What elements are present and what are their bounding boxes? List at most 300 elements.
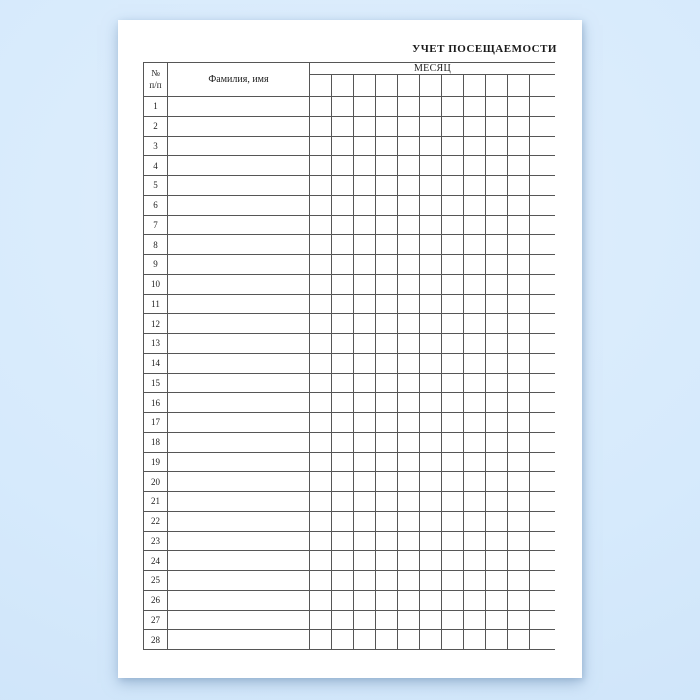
day-cell	[486, 156, 508, 176]
table-row	[144, 472, 556, 492]
day-cell	[354, 432, 376, 452]
day-cell	[354, 492, 376, 512]
name-cell	[168, 176, 310, 196]
name-cell	[168, 373, 310, 393]
day-cell	[420, 353, 442, 373]
day-cell	[486, 590, 508, 610]
day-cell	[310, 116, 332, 136]
day-subheader-cell	[332, 75, 354, 97]
day-cell	[376, 413, 398, 433]
name-cell	[168, 334, 310, 354]
day-cell	[442, 571, 464, 591]
day-cell	[530, 334, 556, 354]
day-cell	[420, 334, 442, 354]
name-cell	[168, 97, 310, 117]
day-cell	[398, 215, 420, 235]
day-cell	[376, 334, 398, 354]
table-row	[144, 195, 556, 215]
attendance-table	[143, 62, 555, 650]
day-cell	[530, 156, 556, 176]
day-cell	[486, 334, 508, 354]
day-cell	[464, 472, 486, 492]
day-cell	[398, 610, 420, 630]
day-cell	[464, 116, 486, 136]
day-cell	[398, 511, 420, 531]
day-cell	[464, 551, 486, 571]
day-cell	[376, 353, 398, 373]
day-cell	[398, 314, 420, 334]
day-cell	[508, 630, 530, 650]
day-cell	[464, 630, 486, 650]
day-cell	[420, 176, 442, 196]
day-cell	[332, 472, 354, 492]
day-cell	[530, 274, 556, 294]
day-cell	[508, 590, 530, 610]
row-number: 10	[144, 274, 168, 294]
day-cell	[508, 294, 530, 314]
day-cell	[464, 531, 486, 551]
day-cell	[376, 590, 398, 610]
table-row	[144, 413, 556, 433]
day-cell	[398, 413, 420, 433]
table-row	[144, 452, 556, 472]
day-cell	[420, 393, 442, 413]
name-cell	[168, 156, 310, 176]
day-cell	[530, 610, 556, 630]
day-cell	[332, 511, 354, 531]
row-number: 15	[144, 373, 168, 393]
day-cell	[420, 215, 442, 235]
day-cell	[464, 432, 486, 452]
day-cell	[332, 116, 354, 136]
day-cell	[442, 630, 464, 650]
day-cell	[420, 294, 442, 314]
day-cell	[442, 255, 464, 275]
row-number: 17	[144, 413, 168, 433]
day-cell	[442, 215, 464, 235]
day-subheader-cell	[376, 75, 398, 97]
day-cell	[508, 511, 530, 531]
day-cell	[398, 235, 420, 255]
day-cell	[486, 195, 508, 215]
day-cell	[376, 571, 398, 591]
day-cell	[332, 393, 354, 413]
day-cell	[376, 156, 398, 176]
day-cell	[508, 97, 530, 117]
table-header-row	[144, 63, 556, 75]
day-cell	[508, 195, 530, 215]
day-cell	[442, 97, 464, 117]
day-cell	[420, 235, 442, 255]
name-cell	[168, 413, 310, 433]
day-cell	[376, 176, 398, 196]
day-cell	[354, 97, 376, 117]
day-subheader-cell	[442, 75, 464, 97]
day-cell	[508, 176, 530, 196]
day-cell	[398, 156, 420, 176]
name-cell	[168, 294, 310, 314]
day-cell	[376, 235, 398, 255]
day-cell	[354, 255, 376, 275]
day-cell	[530, 373, 556, 393]
name-cell	[168, 215, 310, 235]
name-cell	[168, 472, 310, 492]
day-cell	[442, 274, 464, 294]
day-cell	[486, 432, 508, 452]
day-cell	[442, 413, 464, 433]
day-cell	[332, 176, 354, 196]
table-row	[144, 176, 556, 196]
day-cell	[420, 492, 442, 512]
day-cell	[486, 610, 508, 630]
day-cell	[530, 472, 556, 492]
day-cell	[486, 551, 508, 571]
table-row	[144, 136, 556, 156]
day-cell	[398, 294, 420, 314]
row-number: 3	[144, 136, 168, 156]
row-number: 2	[144, 116, 168, 136]
day-subheader-cell	[486, 75, 508, 97]
day-cell	[464, 235, 486, 255]
table-row	[144, 590, 556, 610]
day-cell	[420, 314, 442, 334]
day-cell	[464, 274, 486, 294]
day-cell	[398, 255, 420, 275]
day-cell	[332, 432, 354, 452]
day-cell	[310, 314, 332, 334]
day-cell	[530, 215, 556, 235]
row-number: 26	[144, 590, 168, 610]
day-cell	[376, 314, 398, 334]
day-cell	[310, 156, 332, 176]
day-cell	[420, 116, 442, 136]
table-row	[144, 610, 556, 630]
day-cell	[486, 571, 508, 591]
day-cell	[420, 551, 442, 571]
table-row	[144, 116, 556, 136]
table-row	[144, 255, 556, 275]
day-cell	[354, 531, 376, 551]
day-cell	[332, 334, 354, 354]
day-cell	[332, 551, 354, 571]
day-cell	[310, 531, 332, 551]
day-cell	[508, 432, 530, 452]
day-subheader-cell	[310, 75, 332, 97]
day-cell	[530, 393, 556, 413]
col-header-month: МЕСЯЦ	[310, 63, 556, 75]
day-cell	[310, 511, 332, 531]
day-cell	[486, 215, 508, 235]
day-cell	[332, 571, 354, 591]
day-cell	[486, 136, 508, 156]
day-cell	[376, 97, 398, 117]
day-cell	[398, 492, 420, 512]
row-number: 8	[144, 235, 168, 255]
day-cell	[530, 294, 556, 314]
day-cell	[442, 294, 464, 314]
table-row	[144, 235, 556, 255]
day-cell	[310, 215, 332, 235]
day-cell	[310, 630, 332, 650]
table-row	[144, 531, 556, 551]
day-cell	[530, 571, 556, 591]
day-cell	[310, 610, 332, 630]
day-cell	[332, 590, 354, 610]
day-cell	[464, 492, 486, 512]
day-cell	[310, 136, 332, 156]
day-cell	[464, 314, 486, 334]
day-cell	[508, 373, 530, 393]
name-cell	[168, 393, 310, 413]
day-cell	[486, 274, 508, 294]
day-cell	[486, 373, 508, 393]
day-cell	[508, 314, 530, 334]
day-cell	[332, 235, 354, 255]
day-cell	[420, 255, 442, 275]
day-cell	[332, 492, 354, 512]
day-cell	[464, 353, 486, 373]
row-number: 5	[144, 176, 168, 196]
day-cell	[376, 215, 398, 235]
day-subheader-cell	[508, 75, 530, 97]
day-cell	[442, 116, 464, 136]
day-cell	[442, 551, 464, 571]
page-title: УЧЕТ ПОСЕЩАЕМОСТИ	[412, 43, 557, 55]
day-cell	[508, 156, 530, 176]
table-row	[144, 551, 556, 571]
day-cell	[464, 156, 486, 176]
day-cell	[486, 393, 508, 413]
table-row	[144, 334, 556, 354]
day-cell	[354, 472, 376, 492]
table-row	[144, 630, 556, 650]
day-cell	[398, 531, 420, 551]
day-cell	[332, 195, 354, 215]
day-cell	[530, 195, 556, 215]
day-cell	[530, 452, 556, 472]
day-cell	[530, 353, 556, 373]
day-cell	[332, 97, 354, 117]
day-cell	[420, 373, 442, 393]
day-cell	[486, 176, 508, 196]
table-row	[144, 274, 556, 294]
day-cell	[442, 610, 464, 630]
row-number: 28	[144, 630, 168, 650]
day-cell	[332, 294, 354, 314]
name-cell	[168, 511, 310, 531]
day-cell	[354, 314, 376, 334]
day-cell	[420, 630, 442, 650]
day-cell	[332, 373, 354, 393]
day-cell	[442, 156, 464, 176]
day-subheader-cell	[354, 75, 376, 97]
day-cell	[310, 97, 332, 117]
day-cell	[376, 116, 398, 136]
day-cell	[508, 334, 530, 354]
day-cell	[376, 373, 398, 393]
day-cell	[486, 255, 508, 275]
day-cell	[530, 97, 556, 117]
day-cell	[530, 255, 556, 275]
day-cell	[354, 413, 376, 433]
day-cell	[354, 116, 376, 136]
name-cell	[168, 531, 310, 551]
day-cell	[508, 393, 530, 413]
col-header-name: Фамилия, имя	[168, 63, 310, 97]
table-row	[144, 432, 556, 452]
day-cell	[332, 630, 354, 650]
row-number: 22	[144, 511, 168, 531]
day-cell	[376, 393, 398, 413]
day-cell	[530, 235, 556, 255]
day-cell	[354, 571, 376, 591]
day-cell	[530, 630, 556, 650]
day-cell	[310, 353, 332, 373]
day-cell	[376, 255, 398, 275]
day-cell	[464, 610, 486, 630]
day-cell	[486, 630, 508, 650]
day-cell	[376, 610, 398, 630]
day-cell	[310, 571, 332, 591]
table-row	[144, 492, 556, 512]
day-cell	[354, 373, 376, 393]
row-number: 24	[144, 551, 168, 571]
day-cell	[332, 413, 354, 433]
day-cell	[464, 373, 486, 393]
day-cell	[376, 432, 398, 452]
row-number: 7	[144, 215, 168, 235]
day-cell	[310, 492, 332, 512]
day-cell	[420, 136, 442, 156]
day-cell	[442, 136, 464, 156]
day-cell	[332, 136, 354, 156]
day-cell	[310, 432, 332, 452]
day-cell	[376, 630, 398, 650]
day-cell	[310, 472, 332, 492]
day-cell	[376, 274, 398, 294]
day-cell	[332, 274, 354, 294]
day-cell	[398, 274, 420, 294]
day-cell	[464, 255, 486, 275]
row-number: 21	[144, 492, 168, 512]
day-cell	[442, 590, 464, 610]
day-cell	[332, 255, 354, 275]
row-number: 27	[144, 610, 168, 630]
day-cell	[464, 393, 486, 413]
day-cell	[486, 97, 508, 117]
day-cell	[508, 472, 530, 492]
day-cell	[398, 393, 420, 413]
day-cell	[508, 610, 530, 630]
col-header-number-line1: №	[151, 68, 160, 79]
name-cell	[168, 195, 310, 215]
col-header-number-line2: п/п	[149, 79, 162, 90]
day-cell	[332, 215, 354, 235]
day-cell	[354, 630, 376, 650]
day-subheader-cell	[530, 75, 556, 97]
row-number: 6	[144, 195, 168, 215]
day-cell	[310, 294, 332, 314]
day-cell	[310, 590, 332, 610]
day-cell	[310, 373, 332, 393]
day-cell	[464, 195, 486, 215]
row-number: 12	[144, 314, 168, 334]
day-cell	[442, 432, 464, 452]
day-cell	[310, 334, 332, 354]
day-cell	[398, 373, 420, 393]
day-cell	[354, 195, 376, 215]
day-cell	[376, 472, 398, 492]
name-cell	[168, 353, 310, 373]
name-cell	[168, 492, 310, 512]
row-number: 14	[144, 353, 168, 373]
day-cell	[420, 571, 442, 591]
day-cell	[354, 551, 376, 571]
day-cell	[354, 610, 376, 630]
day-cell	[464, 136, 486, 156]
day-cell	[354, 511, 376, 531]
day-cell	[508, 274, 530, 294]
day-subheader-cell	[464, 75, 486, 97]
day-cell	[420, 452, 442, 472]
row-number: 18	[144, 432, 168, 452]
day-cell	[420, 97, 442, 117]
name-cell	[168, 432, 310, 452]
day-cell	[310, 255, 332, 275]
row-number: 25	[144, 571, 168, 591]
day-cell	[464, 571, 486, 591]
row-number: 11	[144, 294, 168, 314]
day-cell	[398, 472, 420, 492]
day-cell	[508, 136, 530, 156]
day-cell	[508, 413, 530, 433]
row-number: 16	[144, 393, 168, 413]
row-number: 1	[144, 97, 168, 117]
day-cell	[464, 334, 486, 354]
day-cell	[332, 353, 354, 373]
table-row	[144, 571, 556, 591]
day-cell	[354, 294, 376, 314]
day-cell	[332, 610, 354, 630]
day-cell	[530, 413, 556, 433]
day-cell	[442, 373, 464, 393]
day-cell	[354, 452, 376, 472]
day-cell	[310, 195, 332, 215]
day-cell	[486, 511, 508, 531]
day-cell	[464, 97, 486, 117]
day-cell	[530, 314, 556, 334]
row-number: 9	[144, 255, 168, 275]
day-cell	[442, 353, 464, 373]
day-cell	[508, 215, 530, 235]
day-cell	[486, 235, 508, 255]
day-cell	[310, 235, 332, 255]
day-cell	[508, 353, 530, 373]
row-number: 4	[144, 156, 168, 176]
day-cell	[420, 195, 442, 215]
day-cell	[420, 274, 442, 294]
day-cell	[442, 334, 464, 354]
day-cell	[442, 511, 464, 531]
day-subheader-cell	[420, 75, 442, 97]
day-cell	[332, 452, 354, 472]
day-cell	[376, 294, 398, 314]
day-cell	[442, 176, 464, 196]
day-cell	[310, 393, 332, 413]
day-cell	[376, 136, 398, 156]
day-cell	[354, 235, 376, 255]
day-cell	[310, 452, 332, 472]
